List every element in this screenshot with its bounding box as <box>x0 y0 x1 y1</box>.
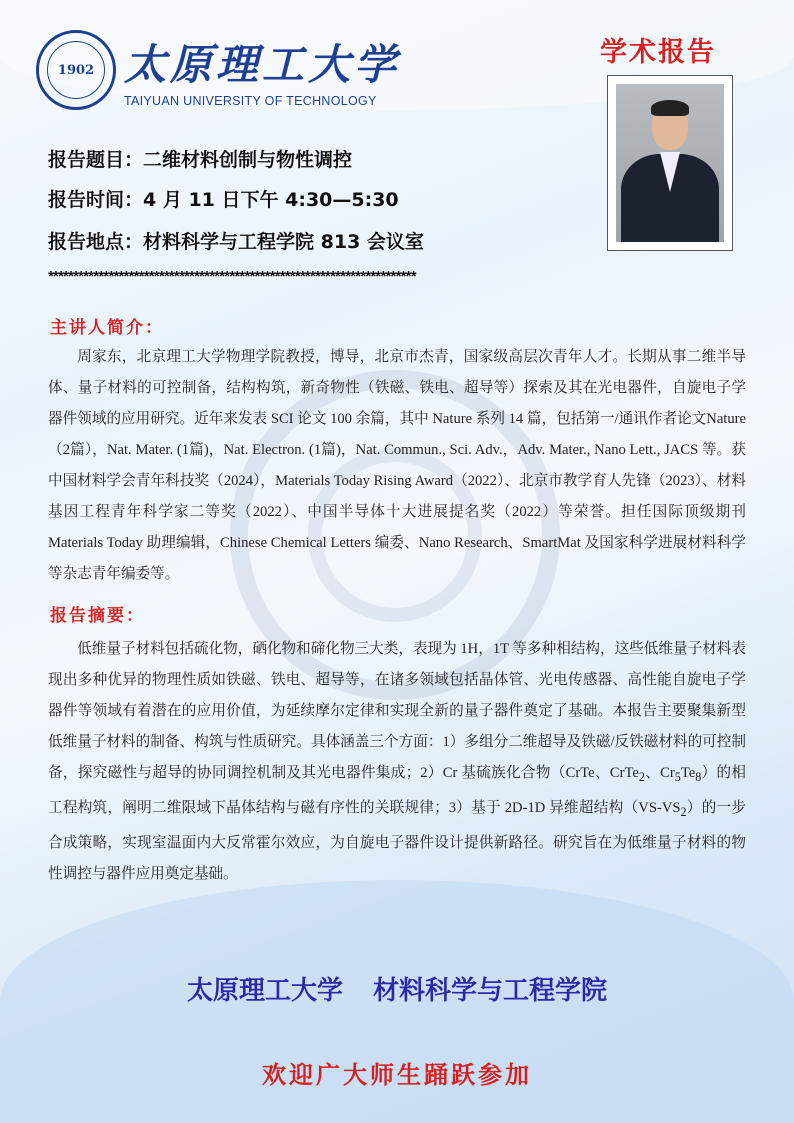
info-time: 报告时间：4 月 11 日下午 4:30—5:30 <box>48 189 399 211</box>
speaker-photo <box>607 75 733 251</box>
bio-heading: 主讲人简介： <box>50 318 164 338</box>
poster-tag: 学术报告 <box>600 37 716 68</box>
abstract-text: 低维量子材料包括硫化物，硒化物和碲化物三大类，表现为 1H，1T 等多种相结构，这些低维量子材料表现出多种优异的物理性质如铁磁、铁电、超导等，在诸多领域包括晶体管、光电传感器、高性能自旋电子学器件等领域有着潜在的应用价值，为延续摩尔定律和实现全新的量子器件奠定了基础。本报告主要聚集新型低维量子材料的制备、构筑与性质研究。具体涵盖三个方面：1）多组分二维超导及铁磁/反铁磁材料的可控制备，探究磁性与超导的协同调控机制及其光电器件集成；2）Cr 基硫族化合物（CrTe、CrTe$_2$、$Cr_5Te_8$）的相工程构筑，阐明二维限域下晶体结构与磁有序性的关联规律；3）基于 2D-1D 异维超结构$(VS-VS_2)$的一步合成策略，实现室温面内大反常霍尔效应，为自旋电子器件设计提供新路径。研究旨在为低维量子材料的物性调控与器件应用奠定基础。 <box>48 641 746 882</box>
info-title: 报告题目：二维材料创制与物性调控 <box>48 149 353 171</box>
info-location: 报告地点：材料科学与工程学院 813 会议室 <box>48 231 424 253</box>
divider: ************************************************************************* <box>48 268 416 285</box>
logo-name-en: TAIYUAN UNIVERSITY OF TECHNOLOGY <box>124 94 377 108</box>
logo-name-cn: 太原理工大学 <box>124 40 401 89</box>
abstract-heading: 报告摘要： <box>50 606 145 626</box>
bio-text: 周家东，北京理工大学物理学院教授，博导，北京市杰青，国家级高层次青年人才。长期从事二维半导体、量子材料的可控制备，结构构筑，新奇物性（铁磁、铁电、超导等）探索及其在光电器件，自旋电子学器件领域的应用研究。近年来发表 SCI 论文 100 余篇，其中 Nature 系列 14 篇，包括第一/通讯作者论文Nature（2篇），Nat. Mater. (1篇)，Nat. Electron. (1篇)，Nat. Commun., Sci. Adv.，Adv. Mater., Nano Lett., JACS 等。获中国材料学会青年科技奖（2024），Materials Today Rising Award（2022）、北京市教学育人先锋（2023）、材料基因工程青年科学家二等奖（2022）、中国半导体十大进展提名奖（2022）等荣誉。担任国际顶级期刊 Materials Today 助理编辑，Chinese Chemical Letters 编委、Nano Research、SmartMat 及国家科学进展材料科学等杂志青年编委等。 <box>48 349 746 582</box>
organizer: 太原理工大学 材料科学与工程学院 <box>186 976 608 1006</box>
welcome-text: 欢迎广大师生踊跃参加 <box>262 1060 532 1089</box>
university-logo <box>36 30 400 110</box>
university-seal-icon: 1902 <box>36 30 116 110</box>
